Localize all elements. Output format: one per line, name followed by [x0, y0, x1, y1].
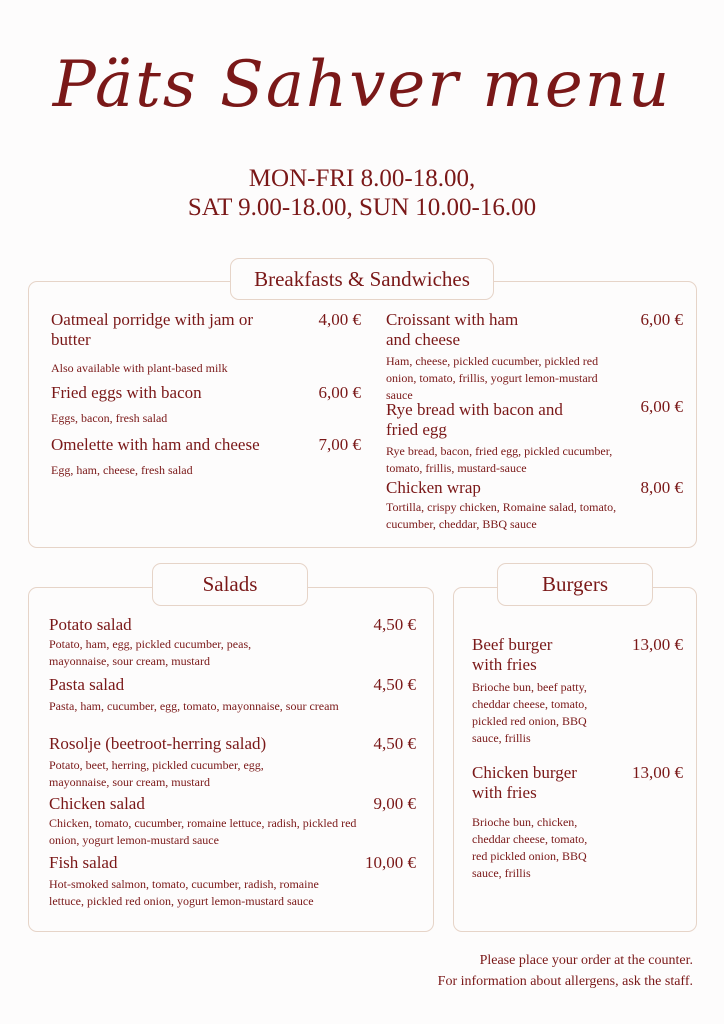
- item-description: Tortilla, crispy chicken, Romaine salad, tomato, cucumber, cheddar, BBQ sauce: [386, 500, 617, 531]
- item-name: Rye bread with bacon and fried egg: [386, 400, 563, 439]
- menu-item-beef-burger: [472, 635, 683, 747]
- item-price: 9,00 €: [373, 794, 416, 813]
- item-description: Brioche bun, chicken, cheddar cheese, tomato, red pickled onion, BBQ sauce, frillis: [472, 815, 588, 880]
- item-name: Chicken salad: [49, 794, 145, 813]
- item-price: 13,00 €: [632, 635, 683, 654]
- menu-item-chicken-wrap: [386, 478, 683, 533]
- menu-item-rye-bread: [386, 397, 683, 477]
- item-description: Brioche bun, beef patty, cheddar cheese, tomato, pickled red onion, BBQ sauce, frillis: [472, 680, 588, 745]
- item-price: 4,50 €: [373, 615, 416, 634]
- item-name: Pasta salad: [49, 675, 125, 694]
- item-description: Pasta, ham, cucumber, egg, tomato, mayonnaise, sour cream: [49, 699, 339, 713]
- item-description: Rye bread, bacon, fried egg, pickled cucumber, tomato, frillis, mustard-sauce: [386, 444, 613, 475]
- item-price: 4,50 €: [373, 675, 416, 694]
- menu-item-rosolje: [49, 734, 416, 791]
- item-price: 6,00 €: [640, 310, 683, 329]
- item-name: Fish salad: [49, 853, 118, 872]
- item-description: Ham, cheese, pickled cucumber, pickled red onion, tomato, frillis, yogurt lemon-mustard sauce: [386, 354, 599, 402]
- salads-heading: Salads: [152, 563, 308, 606]
- item-price: 6,00 €: [318, 383, 361, 402]
- item-name: Beef burger with fries: [472, 635, 553, 674]
- footer-note: [438, 950, 693, 992]
- menu-item-potato-salad: [49, 615, 416, 670]
- item-price: 10,00 €: [365, 853, 416, 872]
- item-description: Egg, ham, cheese, fresh salad: [51, 463, 193, 477]
- menu-title: Päts Sahver menu: [52, 48, 672, 122]
- opening-hours: [0, 164, 724, 222]
- item-price: 4,00 €: [318, 310, 361, 329]
- item-name: Chicken burger with fries: [472, 763, 577, 802]
- item-name: Chicken wrap: [386, 478, 481, 497]
- item-name: Fried eggs with bacon: [51, 383, 202, 402]
- item-price: 6,00 €: [640, 397, 683, 416]
- footer-order-note: Please place your order at the counter.: [479, 953, 693, 968]
- menu-item-omelette: [51, 435, 361, 479]
- item-description: Potato, beet, herring, pickled cucumber, egg, mayonnaise, sour cream, mustard: [49, 758, 264, 789]
- item-description: Potato, ham, egg, pickled cucumber, peas, mayonnaise, sour cream, mustard: [49, 637, 252, 668]
- item-name: Rosolje (beetroot-herring salad): [49, 734, 267, 753]
- menu-item-oatmeal-porridge: [51, 310, 361, 377]
- item-name: Potato salad: [49, 615, 132, 634]
- menu-item-fried-eggs: [51, 383, 361, 427]
- item-description: Hot-smoked salmon, tomato, cucumber, radish, romaine lettuce, pickled red onion, yogurt lemon-mustard sauce: [49, 877, 319, 908]
- item-description: Chicken, tomato, cucumber, romaine lettuce, radish, pickled red onion, yogurt lemon-mustard sauce: [49, 816, 357, 847]
- menu-item-fish-salad: [49, 853, 416, 910]
- menu-item-pasta-salad: [49, 675, 416, 715]
- item-price: 13,00 €: [632, 763, 683, 782]
- item-price: 8,00 €: [640, 478, 683, 497]
- item-name: Omelette with ham and cheese: [51, 435, 260, 454]
- item-price: 4,50 €: [373, 734, 416, 753]
- footer-allergen-note: For information about allergens, ask the staff.: [437, 974, 693, 989]
- menu-item-croissant: [386, 310, 683, 404]
- item-description: Also available with plant-based milk: [51, 361, 228, 375]
- hours-weekend: SAT 9.00-18.00, SUN 10.00-16.00: [187, 194, 537, 221]
- item-description: Eggs, bacon, fresh salad: [51, 411, 168, 425]
- item-name: Croissant with ham and cheese: [386, 310, 519, 349]
- burgers-heading: Burgers: [497, 563, 653, 606]
- item-name: Oatmeal porridge with jam or butter: [51, 310, 254, 349]
- menu-item-chicken-salad: [49, 794, 416, 849]
- menu-item-chicken-burger: [472, 763, 683, 882]
- breakfasts-heading: Breakfasts & Sandwiches: [230, 258, 494, 300]
- hours-weekdays: MON-FRI 8.00-18.00,: [248, 165, 476, 192]
- item-price: 7,00 €: [318, 435, 361, 454]
